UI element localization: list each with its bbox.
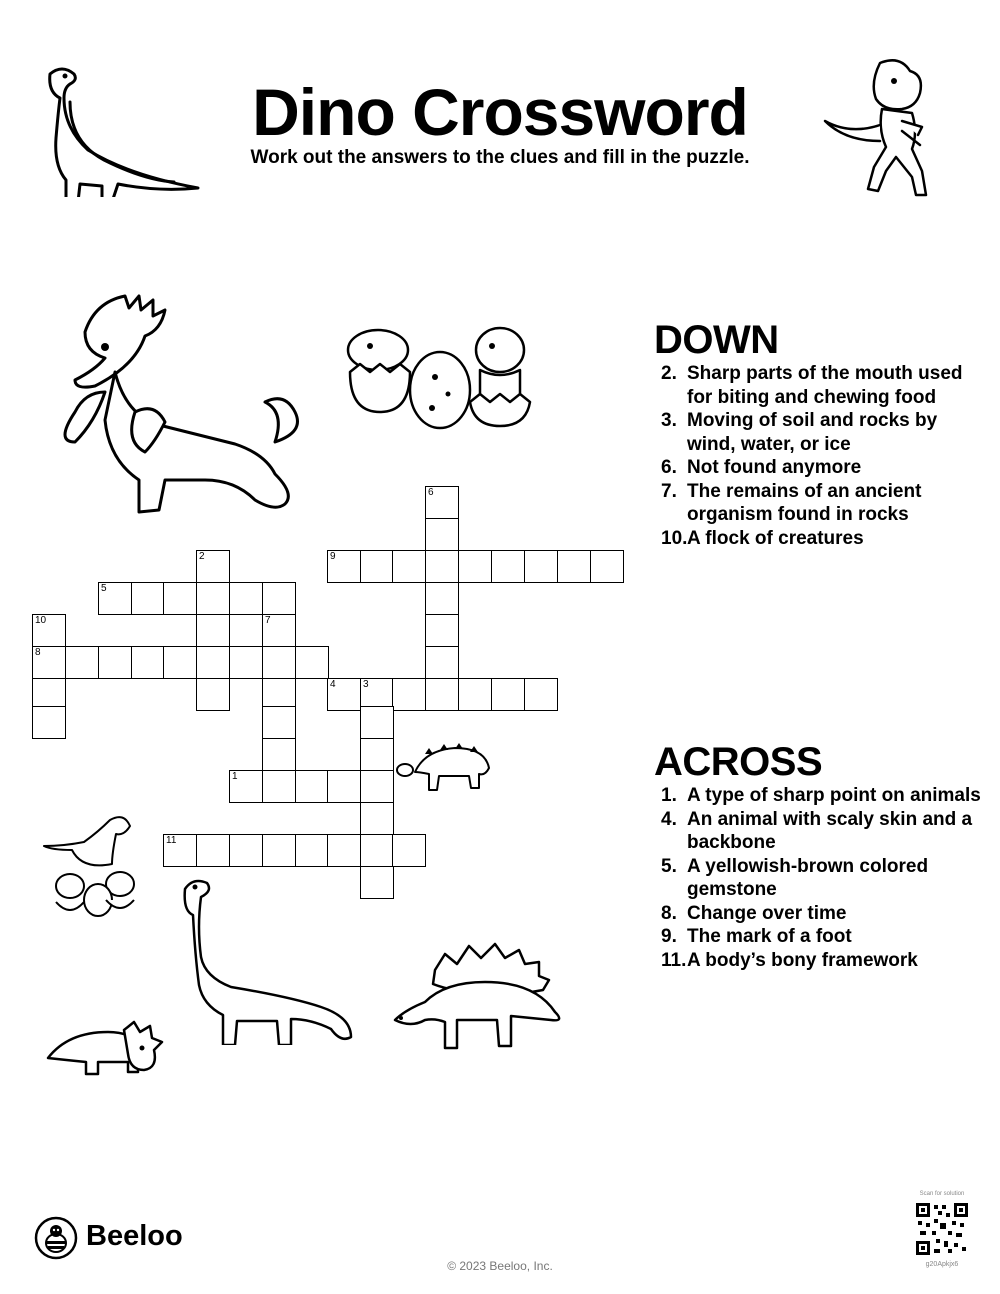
crossword-cell[interactable] — [327, 770, 361, 803]
crossword-cell[interactable] — [196, 834, 230, 867]
crossword-cell[interactable] — [458, 550, 492, 583]
clue-text: Change over time — [687, 902, 847, 924]
clue-text: The mark of a foot — [687, 926, 852, 947]
crossword-cell[interactable] — [327, 834, 361, 867]
clue-number: 9 — [330, 551, 336, 562]
clue-text: A flock of creatures — [687, 527, 864, 549]
crossword-cell[interactable] — [392, 834, 426, 867]
crossword-cell[interactable] — [360, 866, 394, 899]
clue-text: An animal with scaly skin and a backbone — [687, 808, 973, 853]
crossword-cell[interactable] — [360, 802, 394, 835]
clue-number: 8 — [35, 647, 41, 658]
clue-item — [654, 527, 984, 551]
crossword-cell[interactable] — [425, 486, 459, 519]
clue-item — [654, 409, 984, 456]
clue-text: The remains of an ancient organism found in rocks — [687, 480, 922, 525]
crossword-cell[interactable] — [262, 770, 296, 803]
crossword-cell[interactable] — [425, 614, 459, 647]
crossword-cell[interactable] — [229, 834, 263, 867]
copyright: © 2023 Beeloo, Inc. — [447, 1259, 553, 1273]
crossword-cell[interactable] — [163, 646, 197, 679]
crossword-cell[interactable] — [360, 550, 394, 583]
clue-number-label: 8. — [661, 902, 677, 924]
crossword-cell[interactable] — [98, 582, 132, 615]
clue-number-label: 3. — [661, 410, 677, 431]
clue-number: 3 — [363, 679, 369, 690]
clue-number: 6 — [428, 487, 434, 498]
crossword-cell[interactable] — [491, 550, 525, 583]
crossword-cell[interactable] — [262, 646, 296, 679]
clue-number: 4 — [330, 679, 336, 690]
qr-code-id: g20Apkjx6 — [925, 1261, 959, 1268]
clue-text: Sharp parts of the mouth used for biting and chewing food — [687, 363, 963, 408]
crossword-cell[interactable] — [524, 678, 558, 711]
clue-item — [654, 808, 984, 855]
bee-logo-icon — [32, 1215, 80, 1261]
crossword-cell[interactable] — [98, 646, 132, 679]
clue-number-label: 7. — [661, 480, 677, 502]
crossword-cell[interactable] — [360, 738, 394, 771]
clue-number: 2 — [199, 551, 205, 562]
crossword-cell[interactable] — [262, 582, 296, 615]
clue-item — [654, 855, 984, 902]
clue-number: 7 — [265, 615, 271, 626]
down-heading: DOWN — [654, 318, 779, 362]
clue-item — [654, 949, 984, 973]
crossword-cell[interactable] — [163, 582, 197, 615]
qr-code-icon[interactable] — [916, 1203, 968, 1255]
clue-item — [654, 480, 984, 527]
crossword-cell[interactable] — [229, 646, 263, 679]
crossword-cell[interactable] — [65, 646, 99, 679]
crossword-cell[interactable] — [295, 834, 329, 867]
crossword-cell[interactable] — [425, 550, 459, 583]
clue-number: 5 — [101, 583, 107, 594]
crossword-cell[interactable] — [196, 678, 230, 711]
crossword-cell[interactable] — [229, 770, 263, 803]
clue-text: A yellowish-brown colored gemstone — [687, 855, 929, 900]
clue-number-label: 9. — [661, 926, 677, 947]
clue-item — [654, 902, 984, 926]
crossword-cell[interactable] — [229, 582, 263, 615]
crossword-cell[interactable] — [32, 646, 66, 679]
crossword-cell[interactable] — [196, 550, 230, 583]
clue-number: 1 — [232, 771, 238, 782]
clue-text: A type of sharp point on animals — [687, 785, 981, 806]
crossword-cell[interactable] — [557, 550, 591, 583]
crossword-cell[interactable] — [590, 550, 624, 583]
crossword-cell[interactable] — [32, 614, 66, 647]
qr-caption: Scan for solution — [919, 1191, 965, 1197]
clue-number-label: 4. — [661, 808, 677, 830]
clue-text: Not found anymore — [687, 457, 862, 478]
crossword-cell[interactable] — [392, 678, 426, 711]
crossword-cell[interactable] — [425, 518, 459, 551]
crossword-cell[interactable] — [262, 834, 296, 867]
clue-text: A body’s bony framework — [687, 949, 918, 971]
clue-item — [654, 925, 984, 949]
crossword-cell[interactable] — [131, 582, 165, 615]
crossword-cell[interactable] — [425, 646, 459, 679]
crossword-cell[interactable] — [295, 646, 329, 679]
clue-item — [654, 784, 984, 808]
page-title: Dino Crossword — [252, 75, 748, 149]
clue-number-label: 2. — [661, 363, 677, 384]
clue-item — [654, 362, 984, 409]
crossword-cell[interactable] — [327, 550, 361, 583]
crossword-cell[interactable] — [196, 614, 230, 647]
across-clues — [654, 740, 984, 972]
clue-item — [654, 456, 984, 480]
crossword-cell[interactable] — [425, 678, 459, 711]
crossword-cell[interactable] — [491, 678, 525, 711]
clue-number-label: 6. — [661, 457, 677, 478]
clue-number-label: 5. — [661, 855, 677, 877]
clue-number: 11 — [166, 835, 177, 846]
crossword-cell[interactable] — [262, 706, 296, 739]
crossword-cell[interactable] — [295, 770, 329, 803]
crossword-cell[interactable] — [425, 582, 459, 615]
crossword-cell[interactable] — [196, 582, 230, 615]
crossword-cell[interactable] — [262, 738, 296, 771]
crossword-cell[interactable] — [360, 770, 394, 803]
down-clues — [654, 318, 984, 550]
crossword-cell[interactable] — [32, 706, 66, 739]
crossword-cell[interactable] — [360, 834, 394, 867]
crossword-cell[interactable] — [196, 646, 230, 679]
clue-text: Moving of soil and rocks by wind, water, or ice — [687, 410, 938, 455]
clue-number-label: 1. — [661, 785, 677, 806]
crossword-cell[interactable] — [392, 550, 426, 583]
across-heading: ACROSS — [654, 740, 823, 784]
page-subtitle: Work out the answers to the clues and fill in the puzzle. — [250, 147, 750, 168]
crossword-cell[interactable] — [131, 646, 165, 679]
clue-number: 10 — [35, 615, 47, 626]
brand-name: Beeloo — [86, 1220, 183, 1252]
crossword-cell[interactable] — [524, 550, 558, 583]
crossword-cell[interactable] — [458, 678, 492, 711]
clue-number-label: 10. — [661, 527, 688, 549]
crossword-cell[interactable] — [163, 834, 197, 867]
crossword-cell[interactable] — [262, 614, 296, 647]
crossword-cell[interactable] — [360, 706, 394, 739]
crossword-cell[interactable] — [327, 678, 361, 711]
clue-number-label: 11. — [661, 949, 687, 971]
